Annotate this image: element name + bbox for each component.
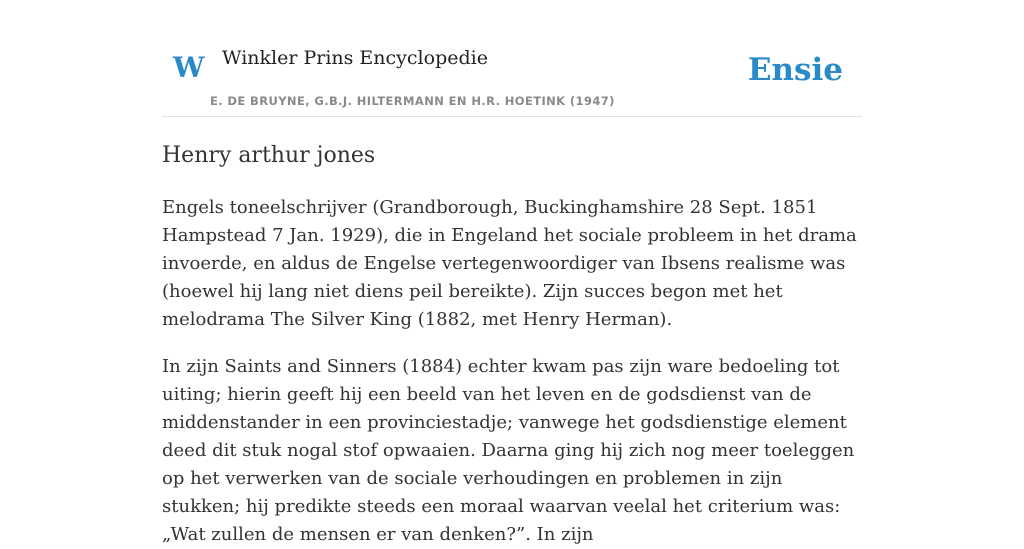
article-paragraph: Engels toneelschrijver (Grandborough, Buckinghamshire 28 Sept. 1851 Hampstead 7 Jan. 1929), die in Engeland het sociale probleem in het drama invoerde, en aldus de Engelse vertegenwoordiger van Ibsens realisme was (hoewel hij lang niet diens peil bereikte). Zijn succes begon met het melodrama The Silver King (1882, met Henry Herman).	[162, 197, 857, 330]
publication-title[interactable]: Winkler Prins Encyclopedie	[222, 47, 488, 69]
publication-header	[162, 0, 862, 117]
ensie-logo-link[interactable]: Ensie	[747, 52, 843, 88]
page	[162, 0, 862, 549]
winkler-prins-logo-icon[interactable]: W	[173, 51, 205, 84]
article-paragraph: In zijn Saints and Sinners (1884) echter kwam pas zijn ware bedoeling tot uiting; hierin geeft hij een beeld van het leven en de godsdienst van de middenstander in een provinciestadje; vanwege het godsdienstige element deed dit stuk nogal stof opwaaien. Daarna ging hij zich nog meer toeleggen op het verwerken van de sociale verhoudingen en problemen in zijn stukken; hij predikte steeds een moraal waarvan veelal het criterium was: „Wat zullen de mensen er van denken?”. In zijn	[162, 356, 855, 545]
publication-authors: E. DE BRUYNE, G.B.J. HILTERMANN EN H.R. HOETINK (1947)	[210, 94, 615, 108]
article-title: Henry arthur jones	[162, 143, 376, 168]
